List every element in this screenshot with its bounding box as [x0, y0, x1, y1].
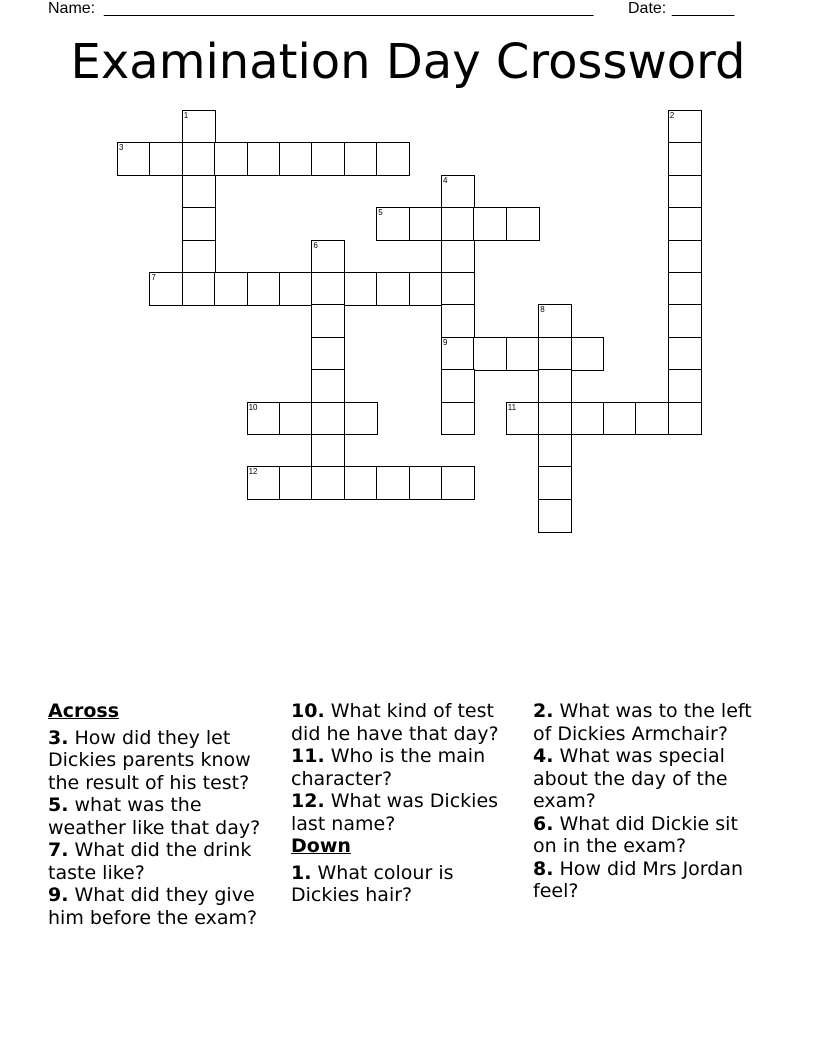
clue-down-6	[533, 813, 765, 858]
crossword-cell[interactable]	[182, 207, 216, 241]
crossword-cell[interactable]	[182, 240, 216, 274]
crossword-cell[interactable]	[311, 142, 345, 176]
clue-number: 8.	[533, 857, 554, 880]
cell-number: 11	[507, 402, 517, 412]
clue-text: What did the drink taste like?	[48, 839, 252, 884]
crossword-cell[interactable]	[441, 402, 475, 436]
across-heading: Across	[48, 700, 120, 722]
cell-number: 10	[248, 402, 258, 412]
clue-across-12	[291, 790, 523, 835]
cell-number: 7	[151, 273, 156, 282]
crossword-cell[interactable]	[441, 175, 475, 209]
cell-number: 2	[669, 111, 675, 120]
crossword-cell[interactable]	[409, 207, 443, 241]
cell-number: 6	[313, 240, 318, 250]
clue-number: 12.	[291, 790, 325, 812]
clue-down-2	[533, 700, 765, 745]
crossword-cell[interactable]	[668, 207, 702, 241]
clue-across-7	[48, 839, 280, 884]
crossword-cell[interactable]	[279, 142, 313, 176]
crossword-cell[interactable]	[538, 402, 572, 436]
clue-number: 1.	[291, 861, 312, 884]
clue-text: What colour is Dickies hair?	[291, 861, 454, 906]
clue-text: What was Dickies last name?	[291, 790, 499, 835]
crossword-cell[interactable]	[279, 466, 313, 500]
crossword-cell[interactable]	[506, 207, 540, 241]
clue-across-10	[291, 700, 523, 745]
date-label: Date:	[628, 0, 667, 17]
crossword-cell[interactable]	[635, 402, 669, 436]
crossword-cell[interactable]	[311, 240, 345, 274]
clue-text: What did they give him before the exam?	[48, 884, 258, 929]
crossword-cell[interactable]	[441, 466, 475, 500]
crossword-cell[interactable]	[668, 110, 702, 144]
cell-number: 12	[248, 467, 258, 477]
clue-text: How did Mrs Jordan feel?	[533, 857, 744, 902]
crossword-cell[interactable]	[668, 175, 702, 209]
crossword-cell[interactable]	[376, 272, 410, 306]
crossword-cell[interactable]	[571, 402, 605, 436]
crossword-cell[interactable]	[311, 369, 345, 403]
clue-number: 9.	[48, 884, 69, 906]
clue-down-8	[533, 858, 765, 903]
clue-across-5	[48, 794, 280, 839]
clue-text: What was to the left of Dickies Armchair?	[533, 700, 752, 745]
crossword-cell[interactable]	[603, 402, 637, 436]
clue-text: What did Dickie sit on in the exam?	[533, 812, 738, 857]
clue-text: What kind of test did he have that day?	[291, 700, 499, 745]
crossword-cell[interactable]	[311, 272, 345, 306]
clue-text: what was the weather like that day?	[48, 794, 261, 839]
clue-across-9	[48, 884, 280, 929]
clue-across-11	[291, 745, 523, 790]
crossword-cell[interactable]	[247, 466, 281, 500]
clue-down-1	[291, 862, 523, 907]
crossword-cell[interactable]	[441, 272, 475, 306]
crossword-cell[interactable]	[668, 337, 702, 371]
crossword-cell[interactable]	[311, 304, 345, 338]
date-field[interactable]: _______	[672, 0, 735, 17]
crossword-cell[interactable]	[214, 272, 248, 306]
crossword-cell[interactable]	[441, 207, 475, 241]
cell-number: 9	[443, 337, 448, 347]
crossword-cell[interactable]	[182, 142, 216, 176]
cell-number: 3	[119, 143, 124, 153]
crossword-cell[interactable]	[506, 402, 540, 436]
crossword-cell[interactable]	[473, 337, 507, 371]
crossword-cell[interactable]	[409, 272, 443, 306]
clue-number: 10.	[291, 700, 325, 722]
clue-number: 5.	[48, 794, 69, 816]
clues-column-3	[533, 700, 765, 903]
crossword-cell[interactable]	[311, 434, 345, 468]
name-field[interactable]: _______________________________________________________	[104, 0, 594, 17]
crossword-cell[interactable]	[538, 466, 572, 500]
clue-down-4	[533, 745, 765, 813]
crossword-cell[interactable]	[117, 142, 151, 176]
crossword-cell[interactable]	[214, 142, 248, 176]
crossword-cell[interactable]	[668, 402, 702, 436]
crossword-cell[interactable]	[538, 499, 572, 533]
crossword-cell[interactable]	[279, 272, 313, 306]
crossword-cell[interactable]	[441, 240, 475, 274]
crossword-cell[interactable]	[376, 142, 410, 176]
down-heading: Down	[291, 835, 351, 857]
crossword-cell[interactable]	[279, 402, 313, 436]
cell-number: 8	[540, 305, 545, 315]
clue-across-3	[48, 727, 280, 795]
crossword-cell[interactable]	[571, 337, 605, 371]
crossword-cell[interactable]	[668, 369, 702, 403]
crossword-cell[interactable]	[376, 466, 410, 500]
crossword-cell[interactable]	[441, 337, 475, 371]
crossword-cell[interactable]	[311, 466, 345, 500]
crossword-cell[interactable]	[668, 304, 702, 338]
crossword-cell[interactable]	[668, 142, 702, 176]
crossword-cell[interactable]	[538, 304, 572, 338]
crossword-cell[interactable]	[441, 304, 475, 338]
crossword-cell[interactable]	[473, 207, 507, 241]
crossword-cell[interactable]	[506, 337, 540, 371]
clue-number: 6.	[533, 812, 554, 835]
crossword-cell[interactable]	[668, 272, 702, 306]
clue-number: 3.	[48, 726, 69, 749]
crossword-cell[interactable]	[344, 402, 378, 436]
crossword-cell[interactable]	[149, 272, 183, 306]
crossword-cell[interactable]	[311, 402, 345, 436]
crossword-cell[interactable]	[441, 369, 475, 403]
clue-text: How did they let Dickies parents know the result of his test?	[48, 726, 251, 794]
crossword-cell[interactable]	[538, 337, 572, 371]
crossword-cell[interactable]	[538, 434, 572, 468]
crossword-cell[interactable]	[344, 466, 378, 500]
crossword-cell[interactable]	[668, 240, 702, 274]
clue-text: Who is the main character?	[291, 745, 486, 790]
clue-number: 2.	[533, 700, 554, 722]
cell-number: 1	[183, 111, 189, 120]
crossword-cell[interactable]	[311, 337, 345, 371]
clue-number: 11.	[291, 745, 325, 767]
crossword-cell[interactable]	[247, 272, 281, 306]
crossword-cell[interactable]	[409, 466, 443, 500]
clue-text: What was special about the day of the exam?	[533, 745, 728, 812]
clue-number: 4.	[533, 745, 554, 767]
crossword-cell[interactable]	[182, 110, 216, 144]
crossword-cell[interactable]	[538, 369, 572, 403]
name-label: Name:	[48, 0, 96, 17]
cell-number: 5	[378, 208, 383, 218]
clues-column-2	[291, 700, 523, 907]
clues-column-1	[48, 700, 280, 929]
crossword-cell[interactable]	[376, 207, 410, 241]
crossword-cell[interactable]	[247, 402, 281, 436]
page-title: Examination Day Crossword	[70, 34, 746, 90]
clue-number: 7.	[48, 839, 69, 861]
crossword-cell[interactable]	[149, 142, 183, 176]
crossword-cell[interactable]	[247, 142, 281, 176]
crossword-cell[interactable]	[344, 272, 378, 306]
crossword-cell[interactable]	[344, 142, 378, 176]
crossword-cell[interactable]	[182, 272, 216, 306]
crossword-cell[interactable]	[182, 175, 216, 209]
cell-number: 4	[443, 175, 448, 185]
